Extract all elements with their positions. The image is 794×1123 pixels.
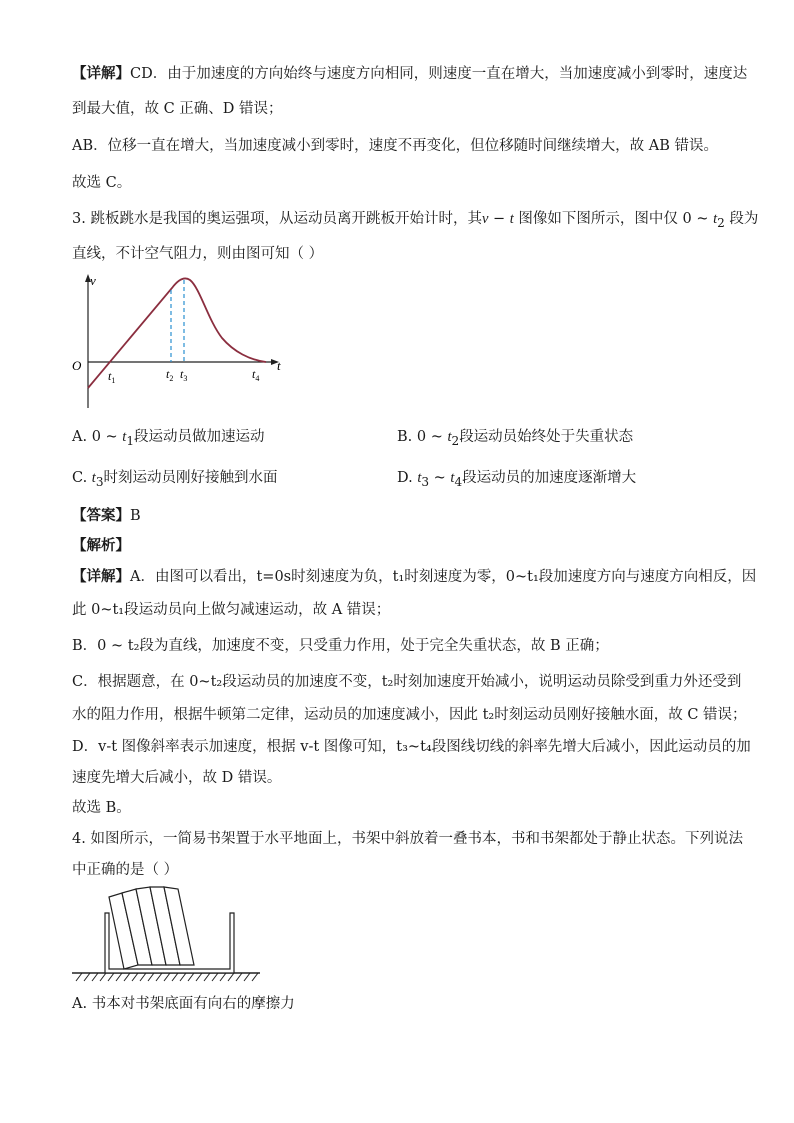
q3-stem-line-2: 直线，不计空气阻力，则由图可知（ ） bbox=[72, 246, 324, 262]
analysis-tag: 【解析】 bbox=[72, 537, 130, 554]
opt-d-prefix: D. bbox=[397, 470, 418, 486]
detail-line-7: 速度先增大后减小，故 D 错误。 bbox=[72, 770, 282, 786]
opt-b-var: t bbox=[447, 429, 452, 445]
t2-label: $t_2$ bbox=[166, 367, 174, 383]
opt-a-var: t bbox=[122, 429, 127, 445]
opt-b-prefix: B. 0 ~ bbox=[397, 429, 448, 445]
answer-tag: 【答案】 bbox=[72, 507, 130, 524]
q4-option-a[interactable]: A. 书本对书架底面有向右的摩擦力 bbox=[72, 996, 295, 1012]
prev-line-2: 到最大值，故 C 正确、D 错误； bbox=[72, 101, 283, 117]
t4-label: $t_4$ bbox=[252, 367, 260, 383]
opt-b-text: 段运动员始终处于失重状态 bbox=[459, 429, 634, 445]
detail-line-5: 水的阻力作用，根据牛顿第二定律，运动员的加速度减小，因此 t₂时刻运动员刚好接触水面，故 C 错误； bbox=[72, 707, 747, 723]
q3-stem-a: 3. 跳板跳水是我国的奥运强项，从运动员离开跳板开始计时，其 bbox=[72, 211, 482, 227]
opt-d-text: 段运动员的加速度逐渐增大 bbox=[462, 470, 637, 486]
q4-stem-line-2: 中正确的是（ ） bbox=[72, 862, 179, 878]
detail-line-4: C．根据题意，在 0~t₂段运动员的加速度不变，t₂时刻加速度开始减小，说明运动员除受到重力外还受到 bbox=[72, 674, 742, 690]
opt-d-mid: ~ bbox=[429, 470, 451, 486]
detail-line-2: 此 0~t₁段运动员向上做匀减速运动，故 A 错误； bbox=[72, 602, 391, 618]
detail-line-1 bbox=[72, 567, 756, 587]
q3-option-c[interactable] bbox=[72, 468, 278, 492]
opt-d-var2: t bbox=[450, 470, 455, 486]
q3-stem-b: 图像如下图所示，图中仅 0 ~ bbox=[513, 211, 714, 227]
opt-a-prefix: A. 0 ~ bbox=[72, 429, 123, 445]
answer-value: B bbox=[130, 508, 141, 524]
detail-line-3: B．0 ~ t₂段为直线，加速度不变，只受重力作用，处于完全失重状态，故 B 正确； bbox=[72, 638, 609, 654]
prev-line-1 bbox=[72, 64, 747, 84]
analysis-line bbox=[72, 536, 130, 556]
t1-label: $t_1$ bbox=[108, 369, 116, 385]
q3-stem-t2-sub: 2 bbox=[717, 215, 725, 230]
opt-c-sub: 3 bbox=[95, 474, 104, 489]
vt-curve bbox=[88, 278, 266, 388]
q4-stem-line-1: 4. 如图所示，一简易书架置于水平地面上，书架中斜放着一叠书本，书和书架都处于静止状态。下列说法 bbox=[72, 831, 743, 847]
answer-line bbox=[72, 506, 141, 526]
q3-stem-t2: t bbox=[713, 211, 718, 227]
bookshelf-figure bbox=[72, 885, 262, 985]
q3-stem-line-1 bbox=[72, 209, 758, 233]
opt-d-sub2: 4 bbox=[454, 474, 463, 489]
books bbox=[109, 887, 194, 969]
q3-stem-c: 段为 bbox=[724, 211, 759, 227]
opt-c-text: 时刻运动员刚好接触到水面 bbox=[103, 470, 278, 486]
q3-option-b[interactable] bbox=[397, 427, 633, 451]
detail-line-6: D．v-t 图像斜率表示加速度，根据 v-t 图像可知，t₃~t₄段图线切线的斜率先增大后减小，因此运动员的加 bbox=[72, 739, 751, 755]
q3-option-a[interactable] bbox=[72, 427, 265, 451]
axis-v-label: v bbox=[90, 273, 96, 288]
opt-a-sub: 1 bbox=[126, 433, 135, 448]
opt-c-prefix: C. bbox=[72, 470, 92, 486]
opt-a-text: 段运动员做加速运动 bbox=[134, 429, 265, 445]
prev-line-3: AB．位移一直在增大，当加速度减小到零时，速度不再变化，但位移随时间继续增大，故 AB 错误。 bbox=[72, 138, 718, 154]
opt-c-var: t bbox=[91, 470, 96, 486]
detail-tag-q3: 【详解】 bbox=[72, 568, 130, 585]
q3-stem-dash: − bbox=[488, 211, 510, 227]
q3-stem-t: t bbox=[509, 211, 514, 227]
detail-text-1: A．由图可以看出，t=0s时刻速度为负，t₁时刻速度为零，0~t₁段加速度方向与速度方向相反，因 bbox=[130, 569, 757, 585]
opt-d-var: t bbox=[417, 470, 422, 486]
q3-stem-v: v bbox=[481, 211, 489, 227]
ground-hatch bbox=[76, 973, 258, 981]
origin-label: O bbox=[72, 358, 82, 373]
opt-b-sub: 2 bbox=[451, 433, 460, 448]
q3-option-d[interactable] bbox=[397, 468, 636, 492]
axis-t-label: t bbox=[277, 358, 281, 373]
detail-tag: 【详解】 bbox=[72, 65, 130, 82]
opt-d-sub: 3 bbox=[421, 474, 430, 489]
prev-text-1: CD．由于加速度的方向始终与速度方向相同，则速度一直在增大，当加速度减小到零时，速度达 bbox=[130, 66, 748, 82]
vt-graph bbox=[70, 270, 290, 410]
prev-line-4: 故选 C。 bbox=[72, 175, 132, 191]
detail-line-8: 故选 B。 bbox=[72, 800, 131, 816]
t3-label: $t_3$ bbox=[180, 367, 188, 383]
